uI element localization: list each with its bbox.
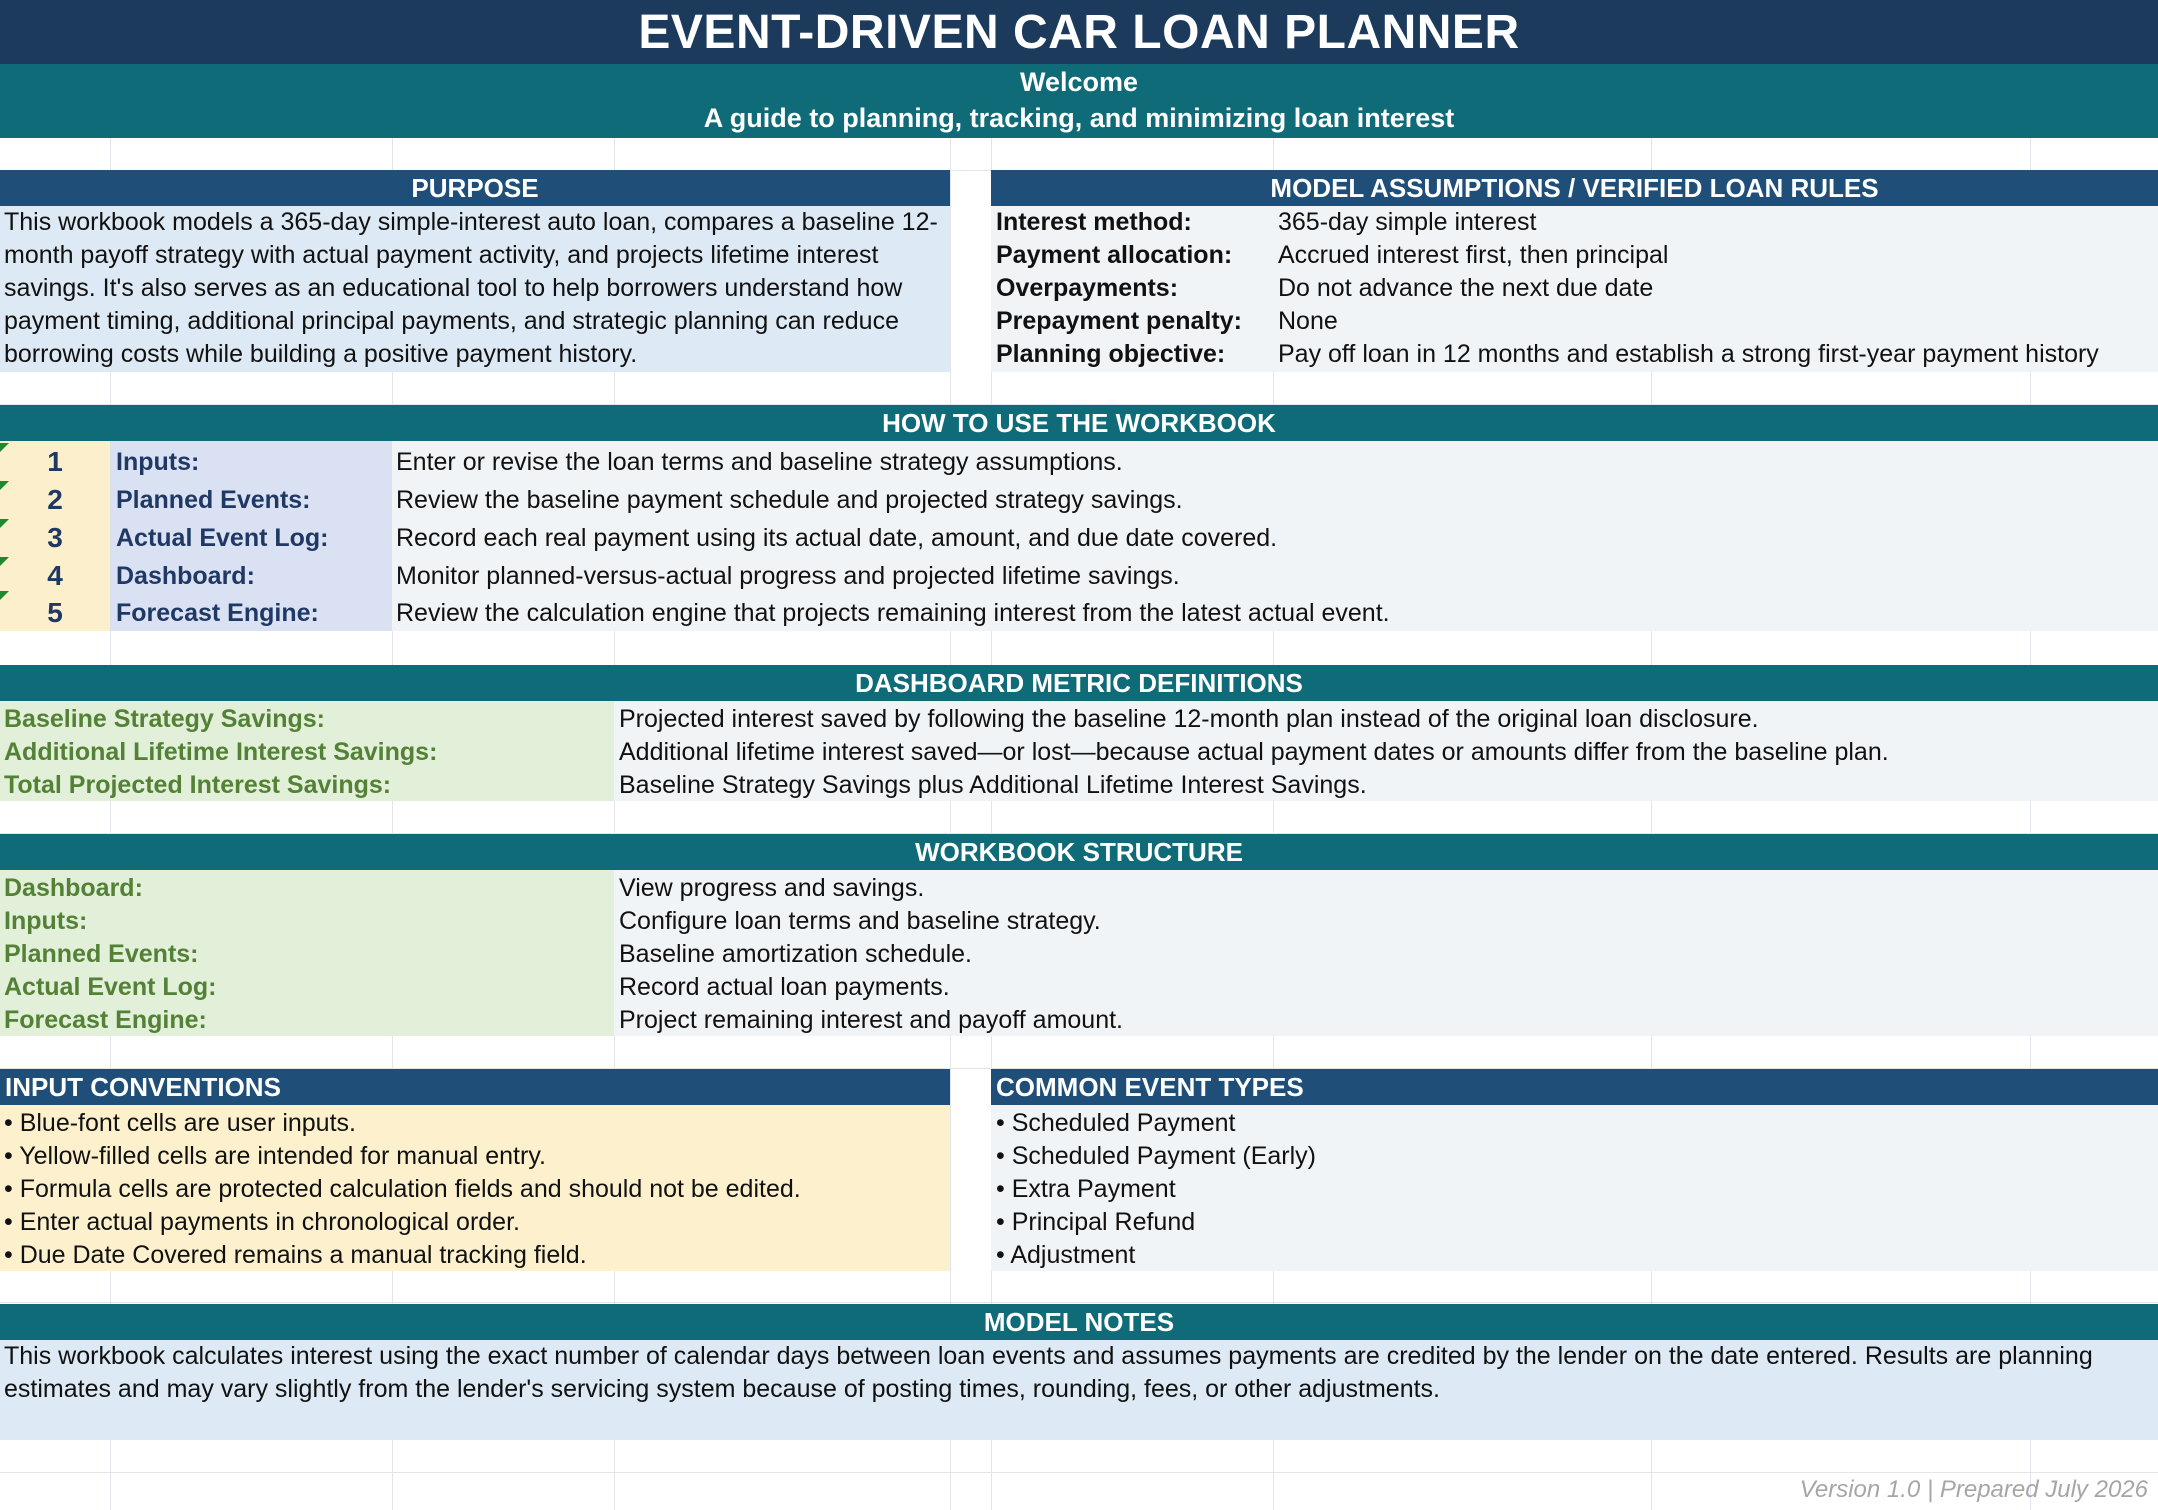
step-label: Actual Event Log: bbox=[116, 524, 329, 552]
step-number: 5 bbox=[47, 597, 63, 628]
metric-row bbox=[0, 703, 2158, 736]
how-to-use-steps bbox=[0, 441, 2158, 631]
structure-row bbox=[0, 872, 2158, 905]
assumptions-table bbox=[991, 206, 2158, 372]
assumption-value: Accrued interest first, then principal bbox=[1278, 241, 1669, 269]
structure-row bbox=[0, 1004, 2158, 1037]
assumption-row bbox=[991, 206, 2158, 239]
sheet-description: View progress and savings. bbox=[619, 874, 925, 902]
step-label: Inputs: bbox=[116, 448, 200, 476]
sheet-description: Baseline amortization schedule. bbox=[619, 940, 972, 968]
how-to-use-header: HOW TO USE THE WORKBOOK bbox=[0, 405, 2158, 441]
step-label: Dashboard: bbox=[116, 562, 255, 590]
sheet-description: Project remaining interest and payoff amount. bbox=[619, 1006, 1123, 1034]
step-description: Record each real payment using its actual date, amount, and due date covered. bbox=[396, 524, 1278, 552]
gridline bbox=[0, 1472, 2158, 1473]
gridline bbox=[0, 1302, 2158, 1303]
step-number: 1 bbox=[47, 446, 63, 477]
purpose-text: This workbook models a 365-day simple-interest auto loan, compares a baseline 12-month payoff strategy with actual payment activity, and projects lifetime interest savings. It's also serves as an educational tool to help borrowers understand how payment timing, additional principal payments, and strategic planning can reduce borrowing costs while building a positive payment history. bbox=[0, 206, 950, 372]
event-type-item: • Scheduled Payment bbox=[996, 1109, 1236, 1137]
input-conventions-list bbox=[0, 1105, 950, 1271]
input-conventions-header: INPUT CONVENTIONS bbox=[0, 1069, 950, 1105]
metric-label: Additional Lifetime Interest Savings: bbox=[4, 738, 438, 766]
event-types-list bbox=[991, 1105, 2158, 1271]
step-number: 3 bbox=[47, 522, 63, 553]
sheet-name: Planned Events: bbox=[4, 940, 199, 968]
subtitle-band bbox=[0, 64, 2158, 138]
step-description: Monitor planned-versus-actual progress and projected lifetime savings. bbox=[396, 562, 1180, 590]
purpose-header: PURPOSE bbox=[0, 170, 950, 206]
event-type-item: • Extra Payment bbox=[996, 1175, 1176, 1203]
workbook-structure-header: WORKBOOK STRUCTURE bbox=[0, 834, 2158, 870]
convention-item: • Enter actual payments in chronological order. bbox=[4, 1208, 520, 1236]
assumption-row bbox=[991, 239, 2158, 272]
metric-label: Baseline Strategy Savings: bbox=[4, 705, 325, 733]
event-type-item: • Principal Refund bbox=[996, 1208, 1196, 1236]
assumption-label: Prepayment penalty: bbox=[996, 307, 1242, 335]
assumptions-header: MODEL ASSUMPTIONS / VERIFIED LOAN RULES bbox=[991, 170, 2158, 206]
step-row bbox=[0, 595, 2158, 631]
convention-item: • Blue-font cells are user inputs. bbox=[4, 1109, 356, 1137]
assumption-value: Do not advance the next due date bbox=[1278, 274, 1654, 302]
step-description: Review the calculation engine that projects remaining interest from the latest actual event. bbox=[396, 599, 1390, 627]
convention-item: • Formula cells are protected calculation fields and should not be edited. bbox=[4, 1175, 801, 1203]
sheet-name: Forecast Engine: bbox=[4, 1006, 207, 1034]
metric-definitions-table bbox=[0, 703, 2158, 802]
page-title: EVENT-DRIVEN CAR LOAN PLANNER bbox=[0, 0, 2158, 64]
model-notes-text: This workbook calculates interest using the exact number of calendar days between loan events and assumes payments are credited by the lender on the date entered. Results are planning estimates and may vary slightly from the lender's servicing system because of posting times, rounding, fees, or other adjustments. bbox=[0, 1340, 2158, 1440]
sheet-description: Configure loan terms and baseline strategy. bbox=[619, 907, 1101, 935]
version-footer: Version 1.0 | Prepared July 2026 bbox=[1799, 1476, 2148, 1503]
structure-row bbox=[0, 905, 2158, 938]
metric-label: Total Projected Interest Savings: bbox=[4, 771, 392, 799]
event-type-item: • Scheduled Payment (Early) bbox=[996, 1142, 1317, 1170]
structure-row bbox=[0, 971, 2158, 1004]
metric-description: Additional lifetime interest saved—or lost—because actual payment dates or amounts differ from the baseline plan. bbox=[619, 738, 1889, 766]
step-label: Forecast Engine: bbox=[116, 599, 319, 627]
assumption-label: Overpayments: bbox=[996, 274, 1179, 302]
subtitle-text: A guide to planning, tracking, and minimizing loan interest bbox=[703, 103, 1455, 133]
assumption-value: None bbox=[1278, 307, 1338, 335]
assumption-label: Planning objective: bbox=[996, 340, 1226, 368]
metric-row bbox=[0, 769, 2158, 802]
assumption-value: Pay off loan in 12 months and establish a strong first-year payment history bbox=[1278, 340, 2099, 368]
metric-description: Projected interest saved by following the baseline 12-month plan instead of the original loan disclosure. bbox=[619, 705, 1759, 733]
metric-row bbox=[0, 736, 2158, 769]
sheet-name: Actual Event Log: bbox=[4, 973, 217, 1001]
convention-item: • Yellow-filled cells are intended for manual entry. bbox=[4, 1142, 546, 1170]
assumption-row bbox=[991, 272, 2158, 305]
step-number: 4 bbox=[47, 560, 63, 591]
convention-item: • Due Date Covered remains a manual tracking field. bbox=[4, 1241, 587, 1269]
welcome-heading: Welcome bbox=[1019, 67, 1139, 97]
step-row bbox=[0, 481, 2158, 519]
event-type-item: • Adjustment bbox=[996, 1241, 1136, 1269]
assumption-label: Interest method: bbox=[996, 208, 1192, 236]
step-description: Review the baseline payment schedule and projected strategy savings. bbox=[396, 486, 1183, 514]
assumption-label: Payment allocation: bbox=[996, 241, 1233, 269]
step-label: Planned Events: bbox=[116, 486, 311, 514]
step-row bbox=[0, 443, 2158, 481]
step-row bbox=[0, 519, 2158, 557]
sheet-description: Record actual loan payments. bbox=[619, 973, 950, 1001]
step-description: Enter or revise the loan terms and baseline strategy assumptions. bbox=[396, 448, 1123, 476]
event-types-header: COMMON EVENT TYPES bbox=[991, 1069, 2158, 1105]
step-number: 2 bbox=[47, 484, 63, 515]
sheet-name: Inputs: bbox=[4, 907, 88, 935]
workbook-structure-table bbox=[0, 872, 2158, 1037]
assumption-value: 365-day simple interest bbox=[1278, 208, 1537, 236]
assumption-row bbox=[991, 338, 2158, 371]
model-notes-header: MODEL NOTES bbox=[0, 1304, 2158, 1340]
step-row bbox=[0, 557, 2158, 595]
metric-description: Baseline Strategy Savings plus Additional Lifetime Interest Savings. bbox=[619, 771, 1367, 799]
metric-definitions-header: DASHBOARD METRIC DEFINITIONS bbox=[0, 665, 2158, 701]
assumption-row bbox=[991, 305, 2158, 338]
sheet-name: Dashboard: bbox=[4, 874, 143, 902]
structure-row bbox=[0, 938, 2158, 971]
